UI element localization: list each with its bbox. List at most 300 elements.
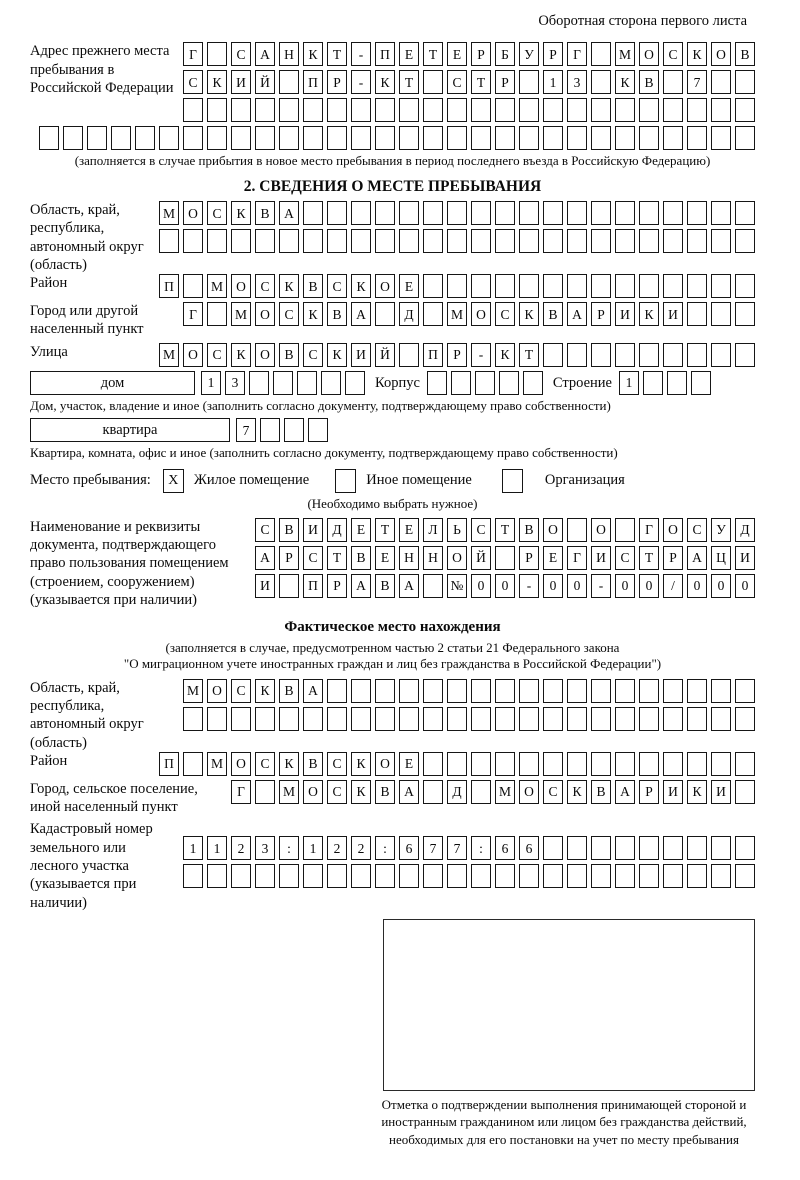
char-cell[interactable]: М: [447, 302, 467, 326]
char-cell[interactable]: И: [231, 70, 251, 94]
char-cell[interactable]: В: [279, 679, 299, 703]
char-cell[interactable]: [591, 98, 611, 122]
char-cell[interactable]: [615, 343, 635, 367]
char-cell[interactable]: К: [687, 780, 707, 804]
char-cell[interactable]: К: [639, 302, 659, 326]
char-cell[interactable]: Т: [399, 70, 419, 94]
char-cell[interactable]: С: [495, 302, 515, 326]
char-cell[interactable]: [711, 229, 731, 253]
char-cell[interactable]: В: [279, 518, 299, 542]
char-cell[interactable]: И: [711, 780, 731, 804]
char-cell[interactable]: О: [663, 518, 683, 542]
char-cell[interactable]: С: [543, 780, 563, 804]
char-cell[interactable]: 1: [201, 371, 221, 395]
char-cell[interactable]: И: [663, 302, 683, 326]
char-cell[interactable]: 3: [567, 70, 587, 94]
char-cell[interactable]: [519, 752, 539, 776]
char-cell[interactable]: [735, 70, 755, 94]
char-cell[interactable]: В: [375, 780, 395, 804]
char-cell[interactable]: 1: [303, 836, 323, 860]
char-cell[interactable]: [543, 274, 563, 298]
char-cell[interactable]: [495, 274, 515, 298]
char-cell[interactable]: [375, 229, 395, 253]
char-cell[interactable]: [375, 302, 395, 326]
char-cell[interactable]: М: [183, 679, 203, 703]
char-cell[interactable]: [273, 371, 293, 395]
char-cell[interactable]: Р: [471, 42, 491, 66]
char-cell[interactable]: Е: [351, 518, 371, 542]
char-cell[interactable]: [543, 343, 563, 367]
char-cell[interactable]: [327, 126, 347, 150]
char-cell[interactable]: В: [279, 343, 299, 367]
char-cell[interactable]: [399, 707, 419, 731]
char-cell[interactable]: П: [375, 42, 395, 66]
char-cell[interactable]: Р: [639, 780, 659, 804]
char-cell[interactable]: К: [567, 780, 587, 804]
char-cell[interactable]: Р: [327, 574, 347, 598]
char-cell[interactable]: А: [255, 42, 275, 66]
char-cell[interactable]: [687, 126, 707, 150]
char-cell[interactable]: 2: [351, 836, 371, 860]
char-cell[interactable]: [351, 126, 371, 150]
char-cell[interactable]: [399, 98, 419, 122]
char-cell[interactable]: [711, 343, 731, 367]
char-cell[interactable]: Т: [639, 546, 659, 570]
char-cell[interactable]: [471, 752, 491, 776]
char-cell[interactable]: С: [327, 780, 347, 804]
char-cell[interactable]: [735, 780, 755, 804]
char-cell[interactable]: -: [351, 70, 371, 94]
char-cell[interactable]: [423, 574, 443, 598]
char-cell[interactable]: Р: [663, 546, 683, 570]
char-cell[interactable]: 1: [207, 836, 227, 860]
char-cell[interactable]: [451, 371, 471, 395]
char-cell[interactable]: О: [207, 679, 227, 703]
char-cell[interactable]: [447, 229, 467, 253]
char-cell[interactable]: [543, 679, 563, 703]
char-cell[interactable]: [399, 126, 419, 150]
char-cell[interactable]: [471, 201, 491, 225]
char-cell[interactable]: [231, 229, 251, 253]
char-cell[interactable]: [567, 679, 587, 703]
char-cell[interactable]: [399, 343, 419, 367]
char-cell[interactable]: [519, 864, 539, 888]
char-cell[interactable]: [543, 126, 563, 150]
residential-checkbox[interactable]: X: [163, 469, 184, 493]
char-cell[interactable]: Ь: [447, 518, 467, 542]
char-cell[interactable]: [711, 98, 731, 122]
char-cell[interactable]: О: [231, 752, 251, 776]
char-cell[interactable]: О: [591, 518, 611, 542]
char-cell[interactable]: М: [279, 780, 299, 804]
char-cell[interactable]: [495, 126, 515, 150]
char-cell[interactable]: [567, 343, 587, 367]
char-cell[interactable]: [639, 752, 659, 776]
char-cell[interactable]: В: [735, 42, 755, 66]
char-cell[interactable]: В: [639, 70, 659, 94]
char-cell[interactable]: [495, 679, 515, 703]
char-cell[interactable]: К: [375, 70, 395, 94]
char-cell[interactable]: [423, 274, 443, 298]
char-cell[interactable]: [399, 201, 419, 225]
char-cell[interactable]: [183, 98, 203, 122]
char-cell[interactable]: [231, 864, 251, 888]
char-cell[interactable]: [687, 201, 707, 225]
organization-checkbox[interactable]: [502, 469, 523, 493]
char-cell[interactable]: [255, 864, 275, 888]
char-cell[interactable]: [615, 864, 635, 888]
char-cell[interactable]: [303, 707, 323, 731]
char-cell[interactable]: В: [375, 574, 395, 598]
char-cell[interactable]: 2: [231, 836, 251, 860]
char-cell[interactable]: [375, 98, 395, 122]
char-cell[interactable]: [711, 126, 731, 150]
char-cell[interactable]: [591, 752, 611, 776]
char-cell[interactable]: К: [279, 274, 299, 298]
char-cell[interactable]: [615, 836, 635, 860]
char-cell[interactable]: [735, 679, 755, 703]
char-cell[interactable]: [591, 707, 611, 731]
char-cell[interactable]: /: [663, 574, 683, 598]
char-cell[interactable]: Т: [471, 70, 491, 94]
char-cell[interactable]: [255, 98, 275, 122]
char-cell[interactable]: [615, 201, 635, 225]
char-cell[interactable]: :: [279, 836, 299, 860]
char-cell[interactable]: К: [351, 752, 371, 776]
char-cell[interactable]: [495, 707, 515, 731]
char-cell[interactable]: [639, 864, 659, 888]
char-cell[interactable]: [111, 126, 131, 150]
char-cell[interactable]: Г: [183, 302, 203, 326]
char-cell[interactable]: [735, 707, 755, 731]
char-cell[interactable]: К: [207, 70, 227, 94]
char-cell[interactable]: [543, 229, 563, 253]
char-cell[interactable]: [523, 371, 543, 395]
char-cell[interactable]: Г: [183, 42, 203, 66]
char-cell[interactable]: Н: [279, 42, 299, 66]
char-cell[interactable]: [279, 864, 299, 888]
char-cell[interactable]: Р: [327, 70, 347, 94]
char-cell[interactable]: Т: [495, 518, 515, 542]
char-cell[interactable]: [495, 752, 515, 776]
char-cell[interactable]: С: [207, 343, 227, 367]
char-cell[interactable]: [447, 707, 467, 731]
char-cell[interactable]: П: [303, 70, 323, 94]
char-cell[interactable]: [447, 98, 467, 122]
char-cell[interactable]: [471, 679, 491, 703]
char-cell[interactable]: К: [231, 201, 251, 225]
char-cell[interactable]: [423, 70, 443, 94]
char-cell[interactable]: М: [159, 201, 179, 225]
char-cell[interactable]: Р: [279, 546, 299, 570]
char-cell[interactable]: [327, 679, 347, 703]
char-cell[interactable]: 0: [543, 574, 563, 598]
char-cell[interactable]: А: [399, 574, 419, 598]
char-cell[interactable]: О: [231, 274, 251, 298]
char-cell[interactable]: [471, 274, 491, 298]
char-cell[interactable]: [207, 302, 227, 326]
char-cell[interactable]: Д: [447, 780, 467, 804]
char-cell[interactable]: [327, 201, 347, 225]
char-cell[interactable]: 0: [495, 574, 515, 598]
char-cell[interactable]: [663, 274, 683, 298]
char-cell[interactable]: В: [303, 274, 323, 298]
char-cell[interactable]: [135, 126, 155, 150]
char-cell[interactable]: [207, 98, 227, 122]
char-cell[interactable]: [39, 126, 59, 150]
char-cell[interactable]: [375, 126, 395, 150]
char-cell[interactable]: -: [351, 42, 371, 66]
char-cell[interactable]: [711, 836, 731, 860]
char-cell[interactable]: [687, 302, 707, 326]
char-cell[interactable]: О: [375, 274, 395, 298]
char-cell[interactable]: [643, 371, 663, 395]
char-cell[interactable]: А: [399, 780, 419, 804]
char-cell[interactable]: [327, 864, 347, 888]
char-cell[interactable]: [375, 707, 395, 731]
char-cell[interactable]: [735, 752, 755, 776]
char-cell[interactable]: [687, 679, 707, 703]
char-cell[interactable]: С: [231, 679, 251, 703]
char-cell[interactable]: 6: [495, 836, 515, 860]
char-cell[interactable]: [543, 98, 563, 122]
char-cell[interactable]: [567, 707, 587, 731]
char-cell[interactable]: О: [711, 42, 731, 66]
char-cell[interactable]: [447, 679, 467, 703]
char-cell[interactable]: В: [519, 518, 539, 542]
char-cell[interactable]: Т: [519, 343, 539, 367]
char-cell[interactable]: [567, 201, 587, 225]
char-cell[interactable]: [447, 126, 467, 150]
char-cell[interactable]: Д: [327, 518, 347, 542]
char-cell[interactable]: В: [543, 302, 563, 326]
char-cell[interactable]: К: [231, 343, 251, 367]
char-cell[interactable]: [615, 752, 635, 776]
char-cell[interactable]: [711, 707, 731, 731]
char-cell[interactable]: [399, 679, 419, 703]
char-cell[interactable]: [249, 371, 269, 395]
char-cell[interactable]: [399, 864, 419, 888]
char-cell[interactable]: [279, 126, 299, 150]
char-cell[interactable]: [495, 229, 515, 253]
char-cell[interactable]: М: [207, 274, 227, 298]
char-cell[interactable]: О: [375, 752, 395, 776]
char-cell[interactable]: П: [159, 752, 179, 776]
char-cell[interactable]: [327, 707, 347, 731]
char-cell[interactable]: [639, 126, 659, 150]
char-cell[interactable]: Г: [231, 780, 251, 804]
char-cell[interactable]: И: [303, 518, 323, 542]
char-cell[interactable]: К: [303, 302, 323, 326]
char-cell[interactable]: [423, 752, 443, 776]
char-cell[interactable]: Н: [423, 546, 443, 570]
char-cell[interactable]: [279, 574, 299, 598]
char-cell[interactable]: С: [327, 752, 347, 776]
char-cell[interactable]: [423, 229, 443, 253]
char-cell[interactable]: У: [519, 42, 539, 66]
char-cell[interactable]: 1: [183, 836, 203, 860]
char-cell[interactable]: [591, 229, 611, 253]
char-cell[interactable]: А: [615, 780, 635, 804]
char-cell[interactable]: [567, 518, 587, 542]
char-cell[interactable]: Е: [399, 518, 419, 542]
char-cell[interactable]: Т: [327, 42, 347, 66]
char-cell[interactable]: [321, 371, 341, 395]
char-cell[interactable]: [519, 229, 539, 253]
char-cell[interactable]: 0: [567, 574, 587, 598]
char-cell[interactable]: [735, 864, 755, 888]
char-cell[interactable]: [159, 229, 179, 253]
char-cell[interactable]: [207, 126, 227, 150]
char-cell[interactable]: Р: [447, 343, 467, 367]
char-cell[interactable]: В: [255, 201, 275, 225]
char-cell[interactable]: [475, 371, 495, 395]
char-cell[interactable]: 0: [615, 574, 635, 598]
char-cell[interactable]: [691, 371, 711, 395]
char-cell[interactable]: О: [447, 546, 467, 570]
char-cell[interactable]: [351, 201, 371, 225]
char-cell[interactable]: [183, 229, 203, 253]
char-cell[interactable]: [255, 229, 275, 253]
char-cell[interactable]: [423, 679, 443, 703]
char-cell[interactable]: [567, 98, 587, 122]
char-cell[interactable]: [543, 201, 563, 225]
char-cell[interactable]: А: [303, 679, 323, 703]
char-cell[interactable]: О: [471, 302, 491, 326]
char-cell[interactable]: К: [495, 343, 515, 367]
char-cell[interactable]: [423, 780, 443, 804]
char-cell[interactable]: [375, 679, 395, 703]
char-cell[interactable]: [711, 70, 731, 94]
char-cell[interactable]: [471, 864, 491, 888]
char-cell[interactable]: [447, 201, 467, 225]
char-cell[interactable]: Й: [255, 70, 275, 94]
char-cell[interactable]: Д: [735, 518, 755, 542]
char-cell[interactable]: О: [303, 780, 323, 804]
char-cell[interactable]: [663, 126, 683, 150]
char-cell[interactable]: [423, 707, 443, 731]
char-cell[interactable]: [615, 98, 635, 122]
char-cell[interactable]: Г: [567, 42, 587, 66]
char-cell[interactable]: 6: [399, 836, 419, 860]
char-cell[interactable]: [687, 836, 707, 860]
char-cell[interactable]: [663, 679, 683, 703]
char-cell[interactable]: [687, 274, 707, 298]
char-cell[interactable]: [471, 707, 491, 731]
char-cell[interactable]: [615, 679, 635, 703]
char-cell[interactable]: [87, 126, 107, 150]
char-cell[interactable]: Р: [519, 546, 539, 570]
char-cell[interactable]: [207, 864, 227, 888]
char-cell[interactable]: [495, 201, 515, 225]
char-cell[interactable]: [345, 371, 365, 395]
char-cell[interactable]: 0: [735, 574, 755, 598]
char-cell[interactable]: -: [471, 343, 491, 367]
char-cell[interactable]: [519, 679, 539, 703]
char-cell[interactable]: В: [303, 752, 323, 776]
char-cell[interactable]: Е: [399, 274, 419, 298]
char-cell[interactable]: В: [591, 780, 611, 804]
char-cell[interactable]: [327, 98, 347, 122]
char-cell[interactable]: Е: [543, 546, 563, 570]
char-cell[interactable]: М: [207, 752, 227, 776]
char-cell[interactable]: О: [639, 42, 659, 66]
char-cell[interactable]: [519, 274, 539, 298]
char-cell[interactable]: С: [327, 274, 347, 298]
char-cell[interactable]: [567, 229, 587, 253]
char-cell[interactable]: [207, 42, 227, 66]
char-cell[interactable]: С: [255, 274, 275, 298]
char-cell[interactable]: И: [255, 574, 275, 598]
char-cell[interactable]: [639, 201, 659, 225]
char-cell[interactable]: [735, 836, 755, 860]
char-cell[interactable]: -: [591, 574, 611, 598]
char-cell[interactable]: К: [351, 780, 371, 804]
char-cell[interactable]: 7: [447, 836, 467, 860]
char-cell[interactable]: [519, 126, 539, 150]
char-cell[interactable]: С: [231, 42, 251, 66]
char-cell[interactable]: [207, 707, 227, 731]
char-cell[interactable]: [423, 302, 443, 326]
char-cell[interactable]: С: [207, 201, 227, 225]
char-cell[interactable]: [471, 229, 491, 253]
char-cell[interactable]: [447, 864, 467, 888]
char-cell[interactable]: [663, 98, 683, 122]
char-cell[interactable]: Т: [327, 546, 347, 570]
char-cell[interactable]: [543, 836, 563, 860]
char-cell[interactable]: Ц: [711, 546, 731, 570]
char-cell[interactable]: [495, 864, 515, 888]
char-cell[interactable]: О: [183, 201, 203, 225]
char-cell[interactable]: [231, 126, 251, 150]
char-cell[interactable]: [687, 343, 707, 367]
char-cell[interactable]: Р: [495, 70, 515, 94]
char-cell[interactable]: [351, 229, 371, 253]
char-cell[interactable]: [711, 864, 731, 888]
char-cell[interactable]: [687, 229, 707, 253]
char-cell[interactable]: А: [687, 546, 707, 570]
char-cell[interactable]: [567, 836, 587, 860]
char-cell[interactable]: А: [351, 302, 371, 326]
char-cell[interactable]: В: [327, 302, 347, 326]
char-cell[interactable]: С: [663, 42, 683, 66]
char-cell[interactable]: Г: [567, 546, 587, 570]
char-cell[interactable]: [423, 201, 443, 225]
char-cell[interactable]: [231, 707, 251, 731]
char-cell[interactable]: 7: [236, 418, 256, 442]
char-cell[interactable]: Е: [447, 42, 467, 66]
char-cell[interactable]: К: [687, 42, 707, 66]
char-cell[interactable]: И: [663, 780, 683, 804]
char-cell[interactable]: [427, 371, 447, 395]
char-cell[interactable]: Б: [495, 42, 515, 66]
char-cell[interactable]: О: [543, 518, 563, 542]
char-cell[interactable]: М: [615, 42, 635, 66]
char-cell[interactable]: [63, 126, 83, 150]
char-cell[interactable]: 3: [225, 371, 245, 395]
char-cell[interactable]: [591, 274, 611, 298]
char-cell[interactable]: С: [447, 70, 467, 94]
char-cell[interactable]: [591, 201, 611, 225]
char-cell[interactable]: И: [591, 546, 611, 570]
char-cell[interactable]: [687, 707, 707, 731]
char-cell[interactable]: [519, 70, 539, 94]
char-cell[interactable]: К: [255, 679, 275, 703]
char-cell[interactable]: [255, 707, 275, 731]
char-cell[interactable]: 1: [619, 371, 639, 395]
char-cell[interactable]: С: [687, 518, 707, 542]
char-cell[interactable]: Г: [639, 518, 659, 542]
